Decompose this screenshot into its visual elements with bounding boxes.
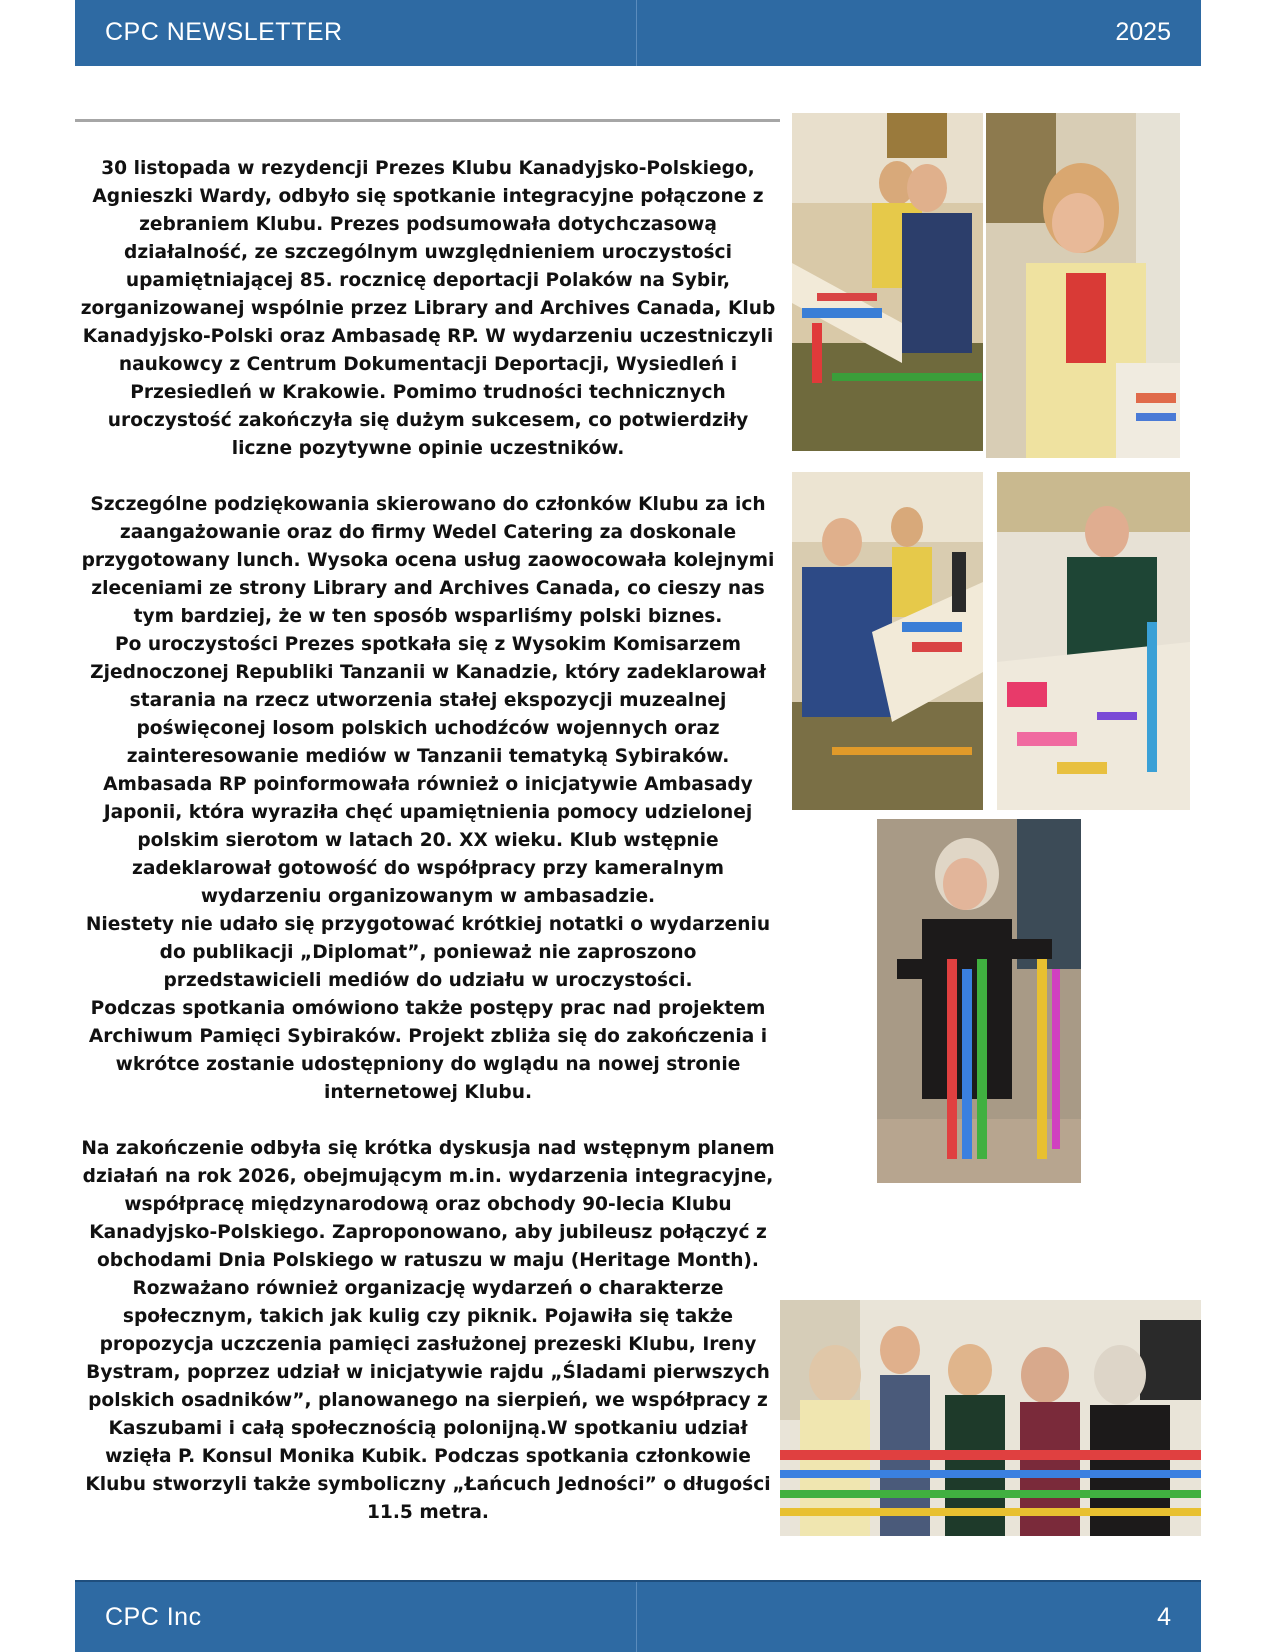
article-paragraph: Podczas spotkania omówiono także postępy prac nad projektem Archiwum Pamięci Sybiraków. Projekt zbliża się do zakończenia i wkrótce zostanie udostępniony do wglądu na nowej stronie internetowej Klubu. <box>88 998 768 1103</box>
footer-band <box>75 1580 1201 1652</box>
event-photo <box>792 472 983 810</box>
event-photo <box>997 472 1190 810</box>
section-rule <box>75 119 780 122</box>
header-divider <box>636 0 637 66</box>
event-photo <box>877 819 1081 1183</box>
event-photo <box>792 113 983 451</box>
article-paragraph: Szczególne podziękowania skierowano do członków Klubu za ich zaangażowanie oraz do firmy Wedel Catering za doskonale przygotowany lunch. Wysoka ocena usług zaowocowała kolejnymi zleceniami ze strony Library and Archives Canada, co cieszy nas tym bardziej, że w ten sposób wsparliśmy polski biznes. <box>81 494 775 627</box>
article-body <box>78 155 778 1527</box>
newsletter-title: CPC NEWSLETTER <box>105 18 343 46</box>
article-paragraph: 30 listopada w rezydencji Prezes Klubu Kanadyjsko-Polskiego, Agnieszki Wardy, odbyło się spotkanie integracyjne połączone z zebraniem Klubu. Prezes podsumowała dotychczasową działalność, ze szczególnym uwzględnieniem uroczystości upamiętniającej 85. rocznicę deportacji Polaków na Sybir, zorganizowanej wspólnie przez Library and Archives Canada, Klub Kanadyjsko-Polski oraz Ambasadę RP. W wydarzeniu uczestniczyli naukowcy z Centrum Dokumentacji Deportacji, Wysiedleń i Przesiedleń w Krakowie. Pomimo trudności technicznych uroczystość zakończyła się dużym sukcesem, co potwierdziły liczne pozytywne opinie uczestników. <box>80 158 776 459</box>
article-paragraph: Niestety nie udało się przygotować krótkiej notatki o wydarzeniu do publikacji „Diplomat”, ponieważ nie zaproszono przedstawicieli mediów do udziału w uroczystości. <box>85 914 771 991</box>
footer-divider <box>636 1582 637 1652</box>
page-number: 4 <box>1157 1603 1171 1631</box>
article-paragraph: Na zakończenie odbyła się krótka dyskusja nad wstępnym planem działań na rok 2026, obejmującym m.in. wydarzenia integracyjne, współpracę międzynarodową oraz obchody 90-lecia Klubu Kanadyjsko-Polskiego. Zaproponowano, aby jubileusz połączyć z obchodami Dnia Polskiego w ratuszu w maju (Heritage Month). Rozważano również organizację wydarzeń o charakterze społecznym, takich jak kulig czy piknik. Pojawiła się także propozycja uczczenia pamięci zasłużonej prezeski Klubu, Ireny Bystram, poprzez udział w inicjatywie rajdu „Śladami pierwszych polskich osadników”, planowanego na sierpień, we współpracy z Kaszubami i całą społecznością polonijną.W spotkaniu udział wzięła P. Konsul Monika Kubik. Podczas spotkania członkowie Klubu stworzyli także symboliczny „Łańcuch Jedności” o długości 11.5 metra. <box>81 1138 775 1523</box>
event-photo <box>986 113 1180 458</box>
newsletter-year: 2025 <box>1115 18 1171 46</box>
footer-org: CPC Inc <box>105 1603 202 1631</box>
group-photo <box>780 1300 1201 1536</box>
article-paragraph: Ambasada RP poinformowała również o inicjatywie Ambasady Japonii, która wyraziła chęć upamiętnienia pomocy udzielonej polskim sierotom w latach 20. XX wieku. Klub wstępnie zadeklarował gotowość do współpracy przy kameralnym wydarzeniu organizowanym w ambasadzie. <box>103 774 753 907</box>
article-paragraph: Po uroczystości Prezes spotkała się z Wysokim Komisarzem Zjednoczonej Republiki Tanzanii w Kanadzie, który zadeklarował starania na rzecz utworzenia stałej ekspozycji muzealnej poświęconej losom polskich uchodźców wojennych oraz zainteresowanie mediów w Tanzanii tematyką Sybiraków. <box>90 634 766 767</box>
header-band <box>75 0 1201 66</box>
